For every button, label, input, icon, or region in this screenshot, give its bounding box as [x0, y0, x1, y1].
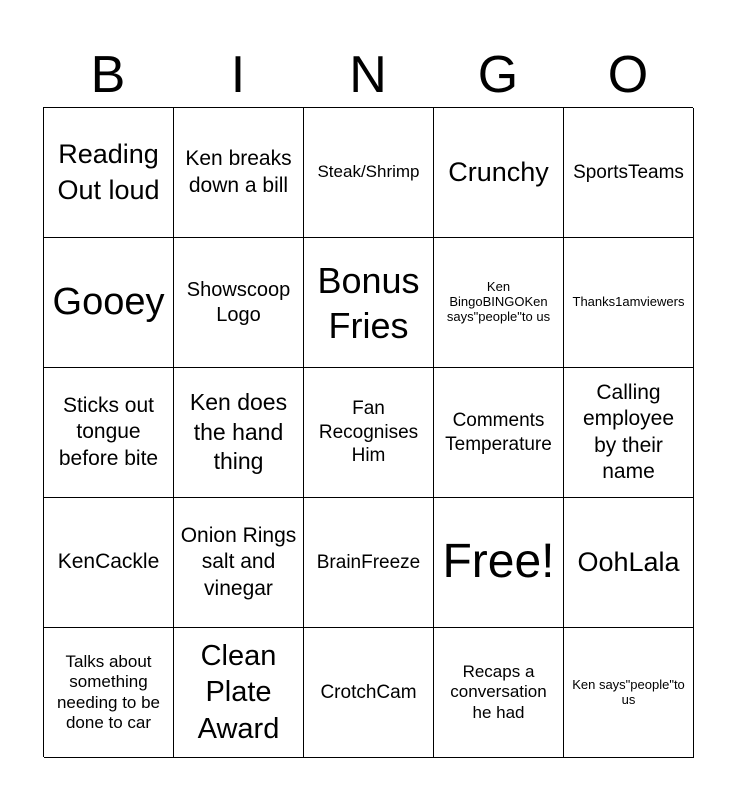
cell-text: Sticks out tongue before bite [58, 394, 159, 470]
cell-text: Recaps a conversation he had [450, 661, 547, 722]
cell-text: Ken does the hand thing [189, 388, 288, 475]
cell-text: Fan Recognises Him [318, 397, 419, 467]
cell-text: SportsTeams [573, 161, 684, 183]
header-letter-g: G [477, 46, 519, 104]
cell-text: Talks about something needing to be done to car [56, 651, 161, 732]
bingo-cell[interactable] [44, 498, 174, 628]
bingo-cell[interactable] [44, 108, 174, 238]
free-space-cell[interactable] [434, 498, 564, 628]
bingo-cell[interactable] [174, 108, 304, 238]
bingo-cell[interactable] [174, 238, 304, 368]
header-letter-b: B [90, 46, 126, 104]
free-space-text: Free! [442, 535, 555, 589]
cell-text: KenCackle [57, 550, 160, 574]
header-letter-n: N [349, 46, 387, 104]
bingo-cell[interactable] [304, 628, 434, 758]
cell-text: Onion Rings salt and vinegar [180, 524, 297, 600]
bingo-cell[interactable] [434, 238, 564, 368]
cell-text: Comments Temperature [445, 409, 552, 455]
bingo-header [43, 44, 693, 106]
cell-text: Ken breaks down a bill [185, 147, 292, 197]
bingo-cell[interactable] [304, 238, 434, 368]
bingo-cell[interactable] [564, 498, 694, 628]
cell-text: Reading Out loud [57, 139, 160, 205]
bingo-cell[interactable] [564, 368, 694, 498]
bingo-cell[interactable] [44, 368, 174, 498]
cell-text: BrainFreeze [316, 551, 421, 573]
cell-text: Showscoop Logo [186, 278, 291, 326]
bingo-board [43, 107, 693, 757]
bingo-cell[interactable] [434, 108, 564, 238]
bingo-cell[interactable] [564, 238, 694, 368]
cell-text: Crunchy [448, 156, 549, 187]
cell-text: OohLala [577, 546, 680, 577]
cell-text: Gooey [52, 280, 165, 323]
bingo-cell[interactable] [174, 498, 304, 628]
bingo-cell[interactable] [44, 628, 174, 758]
cell-text: Bonus Fries [317, 259, 420, 346]
cell-text: Clean Plate Award [197, 640, 280, 745]
cell-text: CrotchCam [320, 681, 417, 703]
bingo-cell[interactable] [304, 498, 434, 628]
bingo-cell[interactable] [304, 108, 434, 238]
bingo-cell[interactable] [564, 108, 694, 238]
cell-text: Ken BingoBINGOKen says"people"to us [446, 279, 551, 324]
bingo-cell[interactable] [434, 368, 564, 498]
cell-text: Thanks1amviewers [572, 294, 685, 310]
bingo-cell[interactable] [44, 238, 174, 368]
bingo-cell[interactable] [304, 368, 434, 498]
cell-text: Calling employee by their name [582, 381, 675, 483]
bingo-cell[interactable] [174, 368, 304, 498]
header-letter-o: O [607, 46, 649, 104]
header-letter-i: I [230, 46, 246, 104]
bingo-cell[interactable] [434, 628, 564, 758]
cell-text: Ken says"people"to us [572, 676, 685, 707]
bingo-cell[interactable] [564, 628, 694, 758]
bingo-cell[interactable] [174, 628, 304, 758]
cell-text: Steak/Shrimp [317, 162, 420, 182]
